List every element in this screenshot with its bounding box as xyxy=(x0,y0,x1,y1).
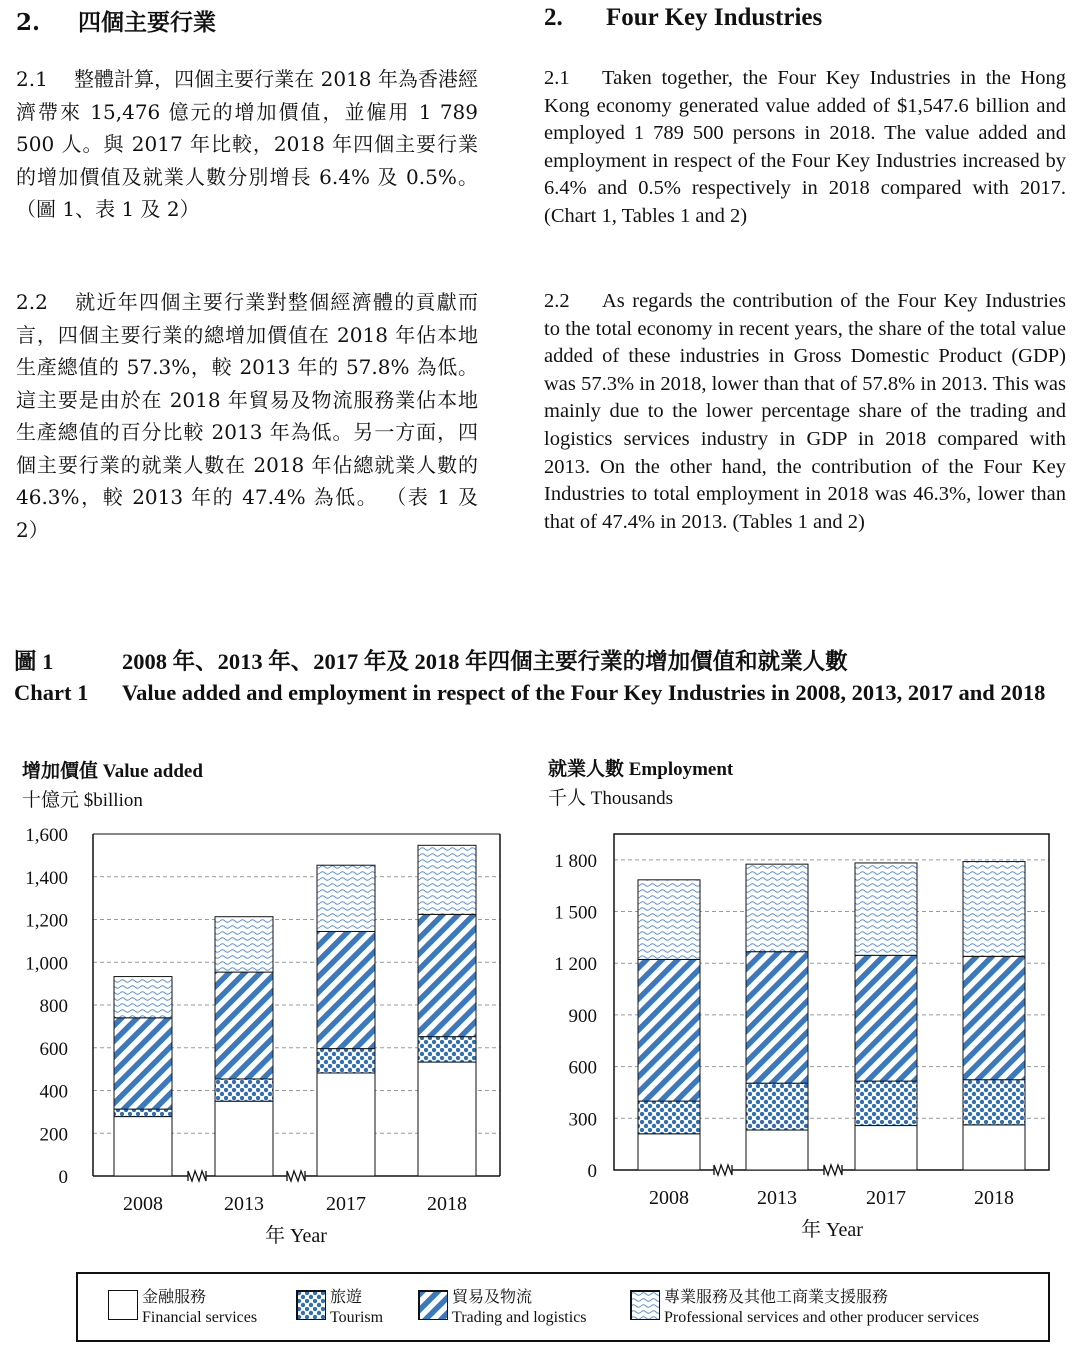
bar-segment-trading-2008 xyxy=(638,959,700,1101)
legend-swatch-professional xyxy=(630,1290,660,1320)
y-tick-label: 200 xyxy=(39,1124,68,1146)
x-tick-label: 2013 xyxy=(224,1193,264,1215)
bar-segment-professional-2018 xyxy=(963,862,1025,957)
bar-segment-financial-2008 xyxy=(114,1117,172,1176)
section-title-zh: 四個主要行業 xyxy=(78,9,216,36)
y-tick-label: 600 xyxy=(39,1038,68,1060)
paragraph-text: 就近年四個主要行業對整個經濟體的貢獻而言，四個主要行業的總增加價值在 2018 年佔本地生產總值的 57.3%，較 2013 年的 57.8% 為低。這主要是由於在 2018 年貿易及物流服務業佔本地生產總值的百分比較 2013 年為低。另一方面，四個主要行業的就業人數在 2018 年佔總就業人數的 46.3%，較 2013 年的 47.4% 為低。 （表 1 及 2） xyxy=(16,290,478,542)
legend-label-en: Financial services xyxy=(142,1309,258,1326)
chart-title-zh: 2008 年、2013 年、2017 年及 2018 年四個主要行業的增加價值和就業人數 xyxy=(122,649,848,674)
y-tick-label: 1,600 xyxy=(25,825,68,846)
chart-label-zh: 圖 1 xyxy=(14,649,54,674)
bar-segment-tourism-2008 xyxy=(638,1101,700,1134)
legend-swatch-tourism xyxy=(296,1290,326,1320)
y-tick-label: 600 xyxy=(568,1057,597,1079)
paragraph-text: Taken together, the Four Key Industries in the Hong Kong economy generated value added of $1,547.6 billion and employed 1 789 500 persons in 2018. The value added and employment in respect of the Four Key Industries increased by 6.4% and 0.5% respectively in 2018 compared with 2017. (Chart 1, Tables 1 and 2) xyxy=(544,67,1066,227)
y-tick-label: 800 xyxy=(39,996,68,1017)
legend-label-zh: 金融服務 xyxy=(142,1289,207,1306)
bar-segment-trading-2017 xyxy=(317,931,375,1048)
value-added-title: 增加價值 Value added xyxy=(22,761,203,782)
bar-segment-tourism-2017 xyxy=(317,1049,375,1073)
y-tick-label: 1,200 xyxy=(25,910,68,932)
bar-segment-trading-2013 xyxy=(215,972,273,1079)
x-tick-label: 2018 xyxy=(427,1193,467,1215)
x-tick-label: 2018 xyxy=(974,1187,1014,1209)
bar-segment-financial-2008 xyxy=(638,1134,700,1170)
legend-swatch-financial xyxy=(108,1290,138,1320)
y-tick-label: 0 xyxy=(58,1167,68,1188)
bar-segment-tourism-2013 xyxy=(215,1079,273,1101)
chart-label-en: Chart 1 xyxy=(14,680,89,705)
bar-segment-financial-2018 xyxy=(418,1062,476,1176)
legend-label-en: Tourism xyxy=(330,1309,384,1326)
bar-segment-financial-2013 xyxy=(746,1130,808,1170)
y-tick-label: 1,400 xyxy=(25,867,68,889)
chart-legend xyxy=(76,1272,1050,1342)
legend-label-zh: 專業服務及其他工商業支援服務 xyxy=(664,1289,889,1306)
bar-segment-trading-2017 xyxy=(855,955,917,1081)
y-tick-label: 900 xyxy=(568,1005,597,1027)
y-tick-label: 400 xyxy=(39,1081,68,1103)
section-title-en: Four Key Industries xyxy=(606,4,823,31)
legend-swatch-trading xyxy=(418,1290,448,1320)
paragraph-number: 2.2 xyxy=(544,290,570,312)
x-tick-label: 2013 xyxy=(757,1187,797,1209)
bar-segment-tourism-2018 xyxy=(418,1037,476,1062)
employment-title: 就業人數 Employment xyxy=(548,759,734,780)
bar-segment-professional-2017 xyxy=(317,865,375,931)
y-tick-label: 1 200 xyxy=(554,954,597,976)
bar-segment-professional-2008 xyxy=(114,977,172,1018)
bar-segment-professional-2013 xyxy=(746,864,808,952)
y-tick-label: 1,000 xyxy=(25,953,68,975)
bar-segment-professional-2017 xyxy=(855,863,917,955)
bar-segment-financial-2013 xyxy=(215,1101,273,1176)
bar-segment-tourism-2018 xyxy=(963,1080,1025,1125)
x-tick-label: 2008 xyxy=(649,1187,689,1209)
value-added-chart xyxy=(25,825,500,1247)
bar-segment-financial-2018 xyxy=(963,1125,1025,1170)
section-number-en: 2. xyxy=(544,4,563,31)
bar-segment-trading-2013 xyxy=(746,952,808,1083)
bar-segment-professional-2018 xyxy=(418,845,476,914)
bar-segment-trading-2018 xyxy=(963,956,1025,1079)
bar-segment-tourism-2013 xyxy=(746,1083,808,1130)
x-tick-label: 2008 xyxy=(123,1193,163,1215)
legend-label-en: Professional services and other producer services xyxy=(664,1309,979,1326)
paragraph-text: 整體計算，四個主要行業在 2018 年為香港經濟帶來 15,476 億元的增加價值，並僱用 1 789 500 人。與 2017 年比較，2018 年四個主要行業的增加價值及就業人數分別增長 6.4% 及 0.5%。 （圖 1、表 1 及 2） xyxy=(16,67,478,221)
y-tick-label: 1 500 xyxy=(554,902,597,924)
y-tick-label: 300 xyxy=(568,1109,597,1131)
x-tick-label: 2017 xyxy=(866,1187,906,1209)
chart-title-en: Value added and employment in respect of the Four Key Industries in 2008, 2013, 2017 and 2018 xyxy=(122,680,1046,705)
bar-segment-professional-2008 xyxy=(638,880,700,960)
legend-label-zh: 旅遊 xyxy=(330,1289,363,1306)
section-number-zh: 2. xyxy=(16,9,41,36)
employment-chart xyxy=(554,834,1049,1241)
paragraph-number: 2.2 xyxy=(16,290,48,314)
y-tick-label: 1 800 xyxy=(554,850,597,872)
legend-label-en: Trading and logistics xyxy=(452,1309,587,1326)
legend-label-zh: 貿易及物流 xyxy=(452,1289,533,1306)
value-added-unit: 十億元 $billion xyxy=(22,790,143,811)
x-tick-label: 2017 xyxy=(326,1193,366,1215)
x-axis-title: 年 Year xyxy=(265,1225,327,1247)
bar-segment-tourism-2008 xyxy=(114,1109,172,1116)
employment-unit: 千人 Thousands xyxy=(548,788,674,809)
bar-segment-financial-2017 xyxy=(317,1073,375,1176)
bar-segment-financial-2017 xyxy=(855,1126,917,1170)
paragraph-text: As regards the contribution of the Four Key Industries to the total economy in recent years, the share of the total value added of these industries in Gross Domestic Product (GDP) was 57.3% in 2018, lower than that of 57.8% in 2013. This was mainly due to the lower percentage share of the trading and logistics services industry in GDP in 2018 compared with 2013. On the other hand, the contribution of the Four Key Industries to total employment in 2018 was 46.3%, lower than that of 47.4% in 2013. (Tables 1 and 2) xyxy=(544,290,1066,533)
bar-segment-trading-2008 xyxy=(114,1018,172,1109)
y-tick-label: 0 xyxy=(587,1161,597,1182)
paragraph-number: 2.1 xyxy=(544,67,570,89)
bar-segment-trading-2018 xyxy=(418,914,476,1036)
paragraph-number: 2.1 xyxy=(16,67,48,91)
x-axis-title: 年 Year xyxy=(801,1219,863,1241)
bar-segment-professional-2013 xyxy=(215,917,273,972)
bar-segment-tourism-2017 xyxy=(855,1081,917,1125)
